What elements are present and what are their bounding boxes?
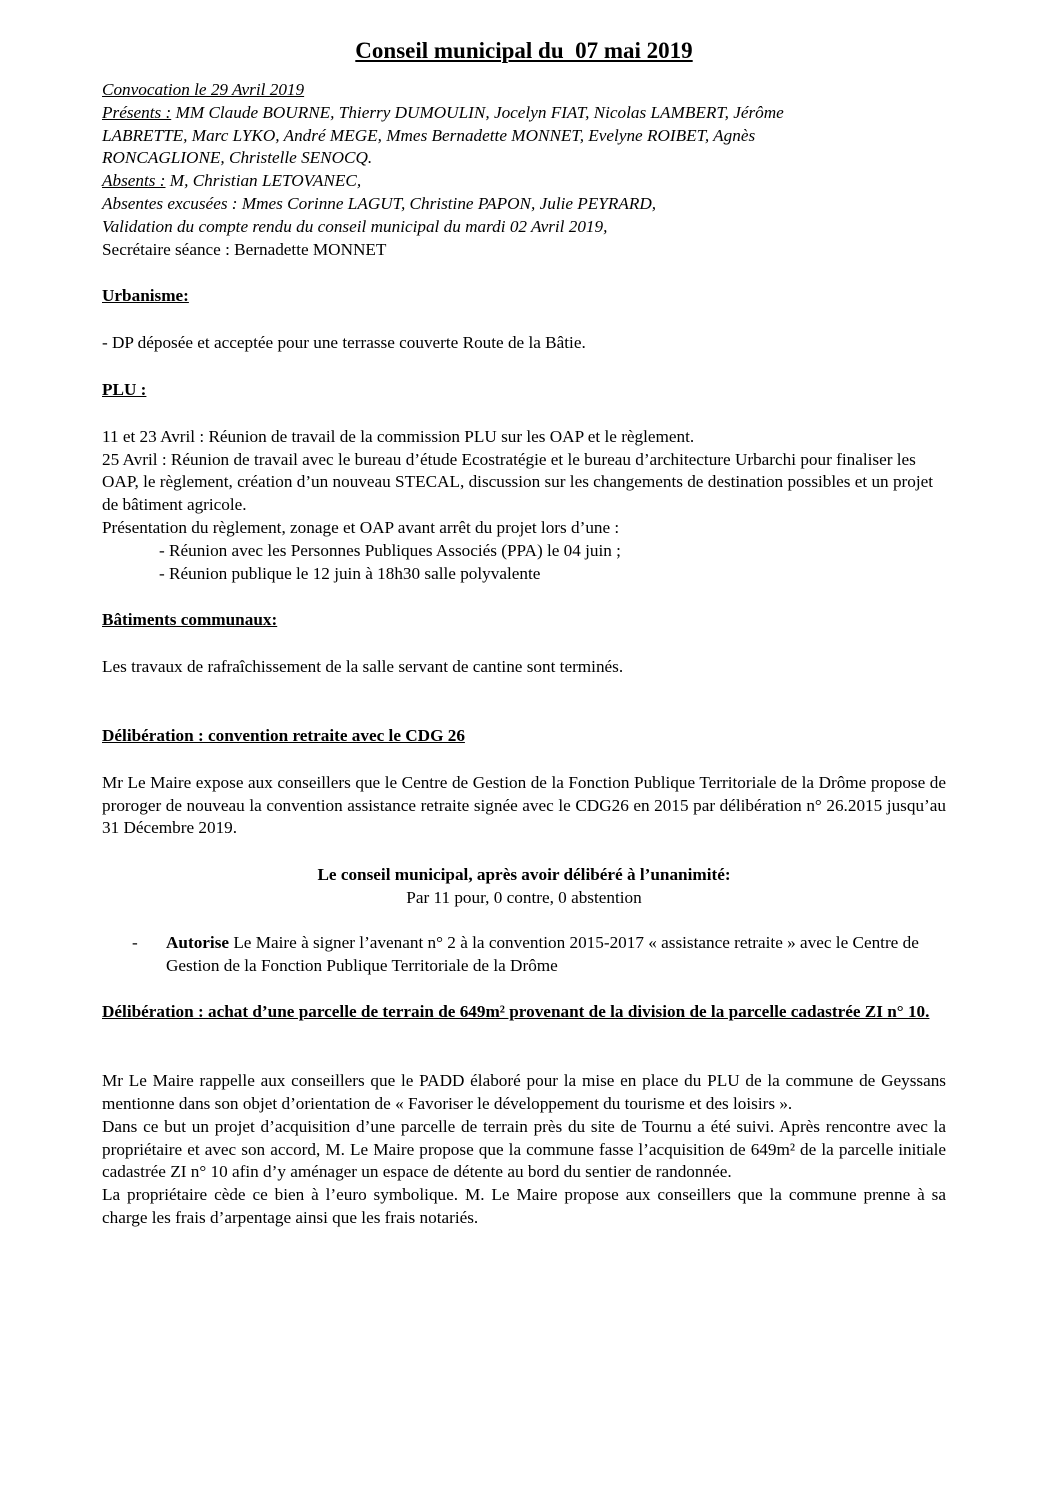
vote-count: Par 11 pour, 0 contre, 0 abstention bbox=[406, 887, 642, 907]
authorization-item bbox=[102, 932, 946, 978]
plu-line-2: 25 Avril : Réunion de travail avec le bureau d’étude Ecostratégie et le bureau d’architecture Urbarchi pour finaliser les OAP, le règlement, création d’un nouveau STECAL, discussion sur les changements de destination possibles et un projet de bâtiment agricole. bbox=[102, 449, 934, 515]
deliberation1-heading: Délibération : convention retraite avec le CDG 26 bbox=[102, 725, 465, 745]
plu-item-2: - Réunion publique le 12 juin à 18h30 salle polyvalente bbox=[159, 563, 541, 583]
bullet-dash: - bbox=[132, 932, 138, 952]
deliberation2-para-1: Mr Le Maire rappelle aux conseillers que le PADD élaboré pour la mise en place du PLU de la commune de Geyssans mentionne dans son objet d’orientation de « Favoriser le développement du tourisme et des loisirs ». bbox=[102, 1071, 946, 1113]
plu-line-3: Présentation du règlement, zonage et OAP avant arrêt du projet lors d’une : bbox=[102, 517, 620, 537]
plu-heading: PLU : bbox=[102, 379, 147, 399]
urbanisme-text: - DP déposée et acceptée pour une terrasse couverte Route de la Bâtie. bbox=[102, 333, 586, 353]
presents-line-3: RONCAGLIONE, Christelle SENOCQ. bbox=[102, 148, 373, 168]
attendance-block bbox=[102, 79, 946, 261]
absents-label: Absents : bbox=[102, 171, 166, 191]
deliberation1-text: Mr Le Maire expose aux conseillers que le Centre de Gestion de la Fonction Publique Territoriale de la Drôme propose de proroger de nouveau la convention assistance retraite signée avec le CDG26 en 2015 par délibération n° 26.2015 jusqu’au 31 Décembre 2019. bbox=[102, 772, 946, 838]
presents-line-1 bbox=[102, 102, 946, 125]
absents-line bbox=[102, 170, 946, 193]
plu-line-1: 11 et 23 Avril : Réunion de travail de la commission PLU sur les OAP et le règlement. bbox=[102, 426, 695, 446]
page-title: Conseil municipal du 07 mai 2019 bbox=[355, 38, 693, 63]
authorization-text bbox=[166, 932, 946, 978]
authorization-body: Le Maire à signer l’avenant n° 2 à la convention 2015-2017 « assistance retraite » avec le Centre de Gestion de la Fonction Publique Territoriale de la Drôme bbox=[166, 932, 919, 975]
absentes-line: Absentes excusées : Mmes Corinne LAGUT, Christine PAPON, Julie PEYRARD, bbox=[102, 193, 657, 213]
deliberation2-heading: Délibération : achat d’une parcelle de terrain de 649m² provenant de la division de la parcelle cadastrée ZI n° 10. bbox=[102, 1002, 930, 1022]
vote-title: Le conseil municipal, après avoir délibéré à l’unanimité: bbox=[317, 865, 731, 885]
deliberation2-para-3: La propriétaire cède ce bien à l’euro symbolique. M. Le Maire propose aux conseillers que la commune prenne à sa charge les frais d’arpentage ainsi que les frais notariés. bbox=[102, 1185, 946, 1227]
authorization-verb: Autorise bbox=[166, 932, 230, 952]
presents-line-2: LABRETTE, Marc LYKO, André MEGE, Mmes Bernadette MONNET, Evelyne ROIBET, Agnès bbox=[102, 125, 756, 145]
validation-line: Validation du compte rendu du conseil municipal du mardi 02 Avril 2019, bbox=[102, 216, 608, 236]
presents-names-1: MM Claude BOURNE, Thierry DUMOULIN, Jocelyn FIAT, Nicolas LAMBERT, Jérôme bbox=[171, 102, 784, 122]
urbanisme-heading: Urbanisme: bbox=[102, 286, 189, 306]
deliberation2-para-2: Dans ce but un projet d’acquisition d’une parcelle de terrain près du site de Tournu a été suivi. Après rencontre avec la propriétaire et avec son accord, M. Le Maire propose que la commune fasse l’acquisition de 649m² de la parcelle initiale cadastrée ZI n° 10 afin d’y aménager un espace de détente au bord du sentier de randonnée. bbox=[102, 1116, 946, 1182]
absents-names: M, Christian LETOVANEC, bbox=[165, 171, 362, 191]
presents-label: Présents : bbox=[102, 102, 172, 122]
plu-item-1: - Réunion avec les Personnes Publiques Associés (PPA) le 04 juin ; bbox=[159, 540, 621, 560]
batiments-text: Les travaux de rafraîchissement de la salle servant de cantine sont terminés. bbox=[102, 657, 624, 677]
secretaire-line: Secrétaire séance : Bernadette MONNET bbox=[102, 239, 387, 259]
convocation-line: Convocation le 29 Avril 2019 bbox=[102, 80, 305, 99]
batiments-heading: Bâtiments communaux: bbox=[102, 610, 278, 630]
